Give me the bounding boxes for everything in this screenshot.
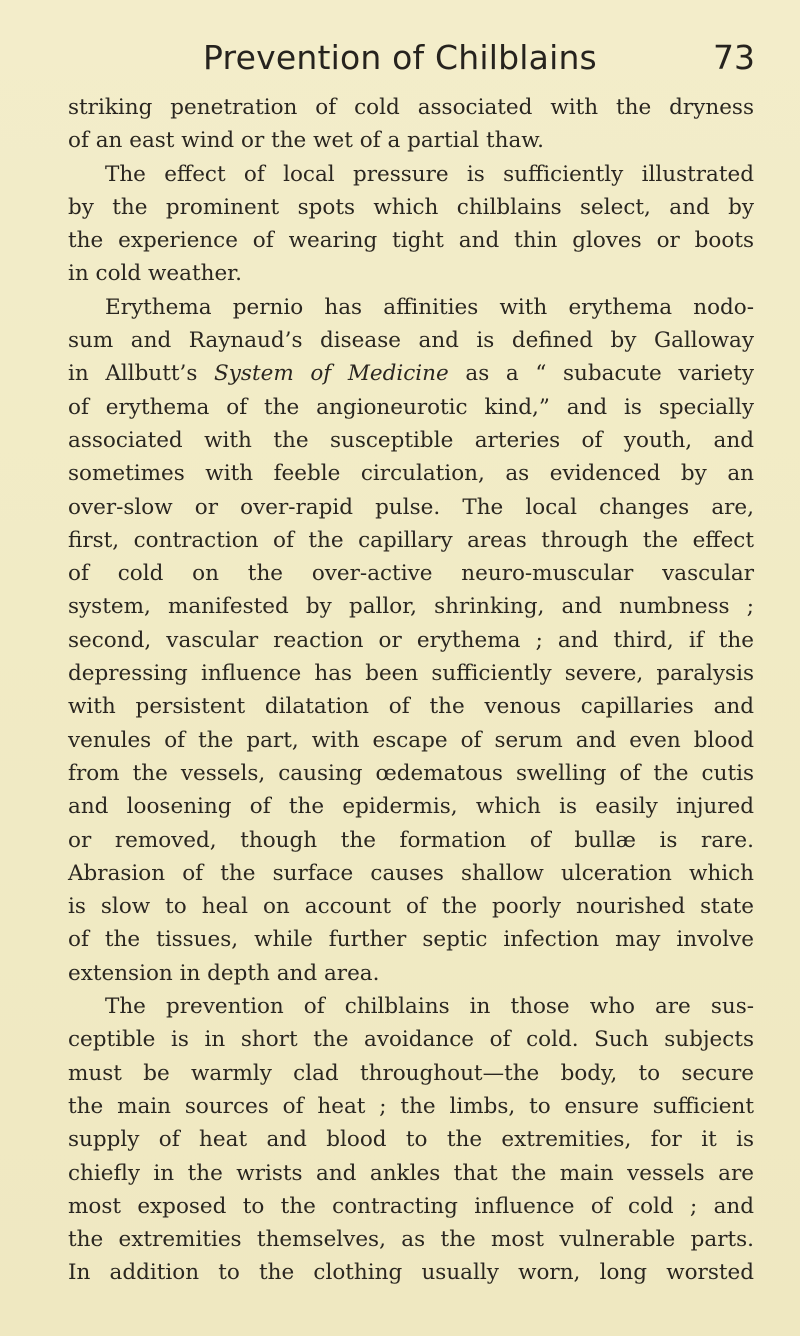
- text-line: [68, 557, 754, 590]
- text-line: [68, 291, 754, 324]
- text-segment: system, manifested by pallor, shrinking, and numbness ;: [68, 594, 754, 620]
- text-segment: over-slow or over-rapid pulse. The local changes are,: [68, 494, 754, 520]
- page-number: 73: [713, 38, 755, 77]
- italic-title: System of Medicine: [214, 361, 449, 387]
- page-header: [0, 38, 800, 88]
- text-segment: venules of the part, with escape of serum and even blood: [68, 727, 754, 753]
- text-segment: of erythema of the angioneurotic kind,” and is specially: [68, 394, 754, 420]
- text-segment: first, contraction of the capillary areas through the effect: [68, 527, 754, 553]
- text-segment: or removed, though the formation of bullæ is rare.: [68, 827, 754, 853]
- text-segment: the extremities themselves, as the most vulnerable parts.: [68, 1227, 754, 1253]
- text-line: [68, 91, 754, 124]
- text-segment: of the tissues, while further septic infection may involve: [68, 927, 754, 953]
- text-segment: second, vascular reaction or erythema ; and third, if the: [68, 627, 754, 653]
- text-line: [68, 824, 754, 857]
- text-segment: most exposed to the contracting influence of cold ; and: [68, 1193, 754, 1219]
- text-segment: supply of heat and blood to the extremities, for it is: [68, 1127, 754, 1153]
- text-line: [68, 857, 754, 890]
- text-segment: chiefly in the wrists and ankles that the main vessels are: [68, 1160, 754, 1186]
- text-line: [68, 690, 754, 723]
- text-line: [68, 424, 754, 457]
- text-segment: in cold weather.: [68, 261, 242, 287]
- text-line: [68, 957, 754, 990]
- text-segment: extension in depth and area.: [68, 960, 380, 986]
- text-segment: of cold on the over-active neuro-muscular vascular: [68, 561, 754, 587]
- running-head: Prevention of Chilblains: [203, 38, 597, 77]
- text-segment: Abrasion of the surface causes shallow ulceration which: [68, 860, 754, 886]
- text-line: [68, 1090, 754, 1123]
- text-line: [68, 1057, 754, 1090]
- text-segment: the experience of wearing tight and thin gloves or boots: [68, 228, 754, 254]
- text-line: [68, 923, 754, 956]
- text-segment: depressing influence has been sufficiently severe, paralysis: [68, 661, 754, 687]
- text-line: [68, 890, 754, 923]
- text-line: [68, 1157, 754, 1190]
- text-segment: is slow to heal on account of the poorly nourished state: [68, 894, 754, 920]
- text-line: [68, 191, 754, 224]
- text-segment: the main sources of heat ; the limbs, to ensure sufficient: [68, 1093, 754, 1119]
- text-segment: ceptible is in short the avoidance of cold. Such subjects: [68, 1027, 754, 1053]
- text-segment: by the prominent spots which chilblains select, and by: [68, 194, 754, 220]
- text-line: [68, 657, 754, 690]
- text-segment: with persistent dilatation of the venous capillaries and: [68, 694, 754, 720]
- text-line: [68, 590, 754, 623]
- text-segment: sum and Raynaud’s disease and is defined by Galloway: [68, 328, 754, 354]
- text-segment: and loosening of the epidermis, which is easily injured: [68, 794, 754, 820]
- text-line: [68, 524, 754, 557]
- body-text: [68, 91, 754, 1290]
- text-segment: associated with the susceptible arteries of youth, and: [68, 427, 754, 453]
- text-segment: sometimes with feeble circulation, as evidenced by an: [68, 461, 754, 487]
- text-line: [68, 1023, 754, 1056]
- text-line: [68, 124, 754, 157]
- text-line: [68, 224, 754, 257]
- text-line: [68, 990, 754, 1023]
- text-line: [68, 624, 754, 657]
- text-line: [68, 1190, 754, 1223]
- text-line: [68, 1223, 754, 1256]
- text-segment: must be warmly clad throughout—the body, to secure: [68, 1060, 754, 1086]
- text-line: [68, 790, 754, 823]
- text-segment: striking penetration of cold associated with the dryness: [68, 95, 754, 120]
- text-segment: The prevention of chilblains in those who are sus-: [105, 994, 754, 1020]
- text-segment: of an east wind or the wet of a partial thaw.: [68, 128, 544, 154]
- text-segment: in Allbutt’s: [68, 361, 215, 387]
- text-line: [68, 391, 754, 424]
- text-line: [68, 357, 754, 390]
- text-segment: from the vessels, causing œdematous swelling of the cutis: [68, 760, 754, 786]
- text-segment: The effect of local pressure is sufficiently illustrated: [105, 161, 754, 187]
- text-line: [68, 158, 754, 191]
- text-segment: In addition to the clothing usually worn, long worsted: [68, 1260, 754, 1286]
- text-line: [68, 257, 754, 290]
- text-line: [68, 757, 754, 790]
- text-line: [68, 1123, 754, 1156]
- text-line: [68, 457, 754, 490]
- text-line: [68, 724, 754, 757]
- text-segment: Erythema pernio has affinities with erythema nodo-: [105, 294, 754, 320]
- text-segment: as a “ subacute variety: [448, 361, 754, 387]
- text-line: [68, 1256, 754, 1289]
- text-line: [68, 324, 754, 357]
- text-line: [68, 491, 754, 524]
